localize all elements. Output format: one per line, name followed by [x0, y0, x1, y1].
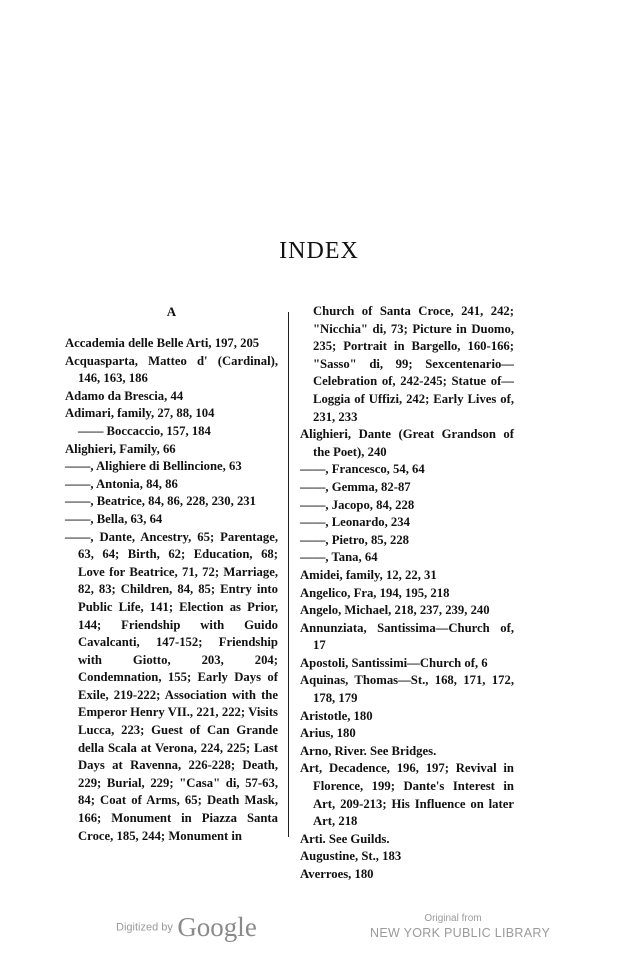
column-divider	[288, 312, 289, 837]
index-entry: Accademia delle Belle Arti, 197, 205	[65, 336, 260, 350]
index-entry: Angelo, Michael, 218, 237, 239, 240	[300, 603, 490, 618]
index-entry: ——, Francesco, 54, 64	[300, 462, 425, 477]
index-entry: Amidei, family, 12, 22, 31	[300, 567, 437, 582]
index-entry: ——, Bella, 63, 64	[65, 511, 163, 526]
index-entry: ——, Leonardo, 234	[300, 515, 410, 530]
index-entry: Adamo da Brescia, 44	[65, 388, 184, 403]
index-entry: Arius, 180	[300, 726, 356, 741]
index-entry: Church of Santa Croce, 241, 242; "Nicchia" di, 73; Picture in Duomo, 235; Portrait in Bargello, 160-166; "Sasso" di, 99; Sexcentenario—Celebration of, 242-245; Statue of—Loggia of Uffizi, 242; Early Lives of, 231, 233	[313, 304, 514, 424]
index-entry: ——, Dante, Ancestry, 65; Parentage, 63, 64; Birth, 62; Education, 68; Love for Beatrice, 71, 72; Marriage, 82, 83; Children, 84, 85; Entry into Public Life, 141; Election as Prior, 144; Friendship with Guido Cavalcanti, 147-152; Friendship with Giotto, 203, 204; Condemnation, 155; Early Days of Exile, 219-222; Association with the Emperor Henry VII., 221, 222; Visits Lucca, 223; Guest of Can Grande della Scala at Verona, 224, 225; Last Days at Ravenna, 226-228; Death, 229; Burial, 229; "Casa" di, 57-63, 84; Coat of Arms, 65; Death Mask, 166; Monument in Piazza Santa Croce, 185, 244; Monument in	[65, 529, 278, 843]
digitized-by-google-watermark	[116, 912, 257, 943]
index-entry: Annunziata, Santissima—Church of, 17	[300, 620, 514, 653]
index-entry: Alighieri, Family, 66	[65, 441, 176, 456]
library-name: NEW YORK PUBLIC LIBRARY	[370, 926, 551, 940]
index-entry: Alighieri, Dante (Great Grandson of the Poet), 240	[300, 427, 514, 459]
index-entry: Aristotle, 180	[300, 708, 373, 723]
index-entry: Aquinas, Thomas—St., 168, 171, 172, 178, 179	[300, 673, 514, 706]
index-entry: Acquasparta, Matteo d' (Cardinal), 146, 163, 186	[65, 353, 278, 386]
index-entry: Angelico, Fra, 194, 195, 218	[300, 585, 450, 600]
index-entry: Art, Decadence, 196, 197; Revival in Florence, 199; Dante's Interest in Art, 209-213; His Influence on later Art, 218	[300, 761, 514, 829]
index-entry: ——, Gemma, 82-87	[300, 479, 411, 494]
index-entry: Arno, River. See Bridges.	[300, 743, 437, 758]
index-entry: Apostoli, Santissimi—Church of, 6	[300, 655, 488, 670]
index-entry: Averroes, 180	[300, 867, 374, 881]
index-entry: ——, Alighiere di Bellincione, 63	[65, 459, 242, 474]
index-entry: ——, Jacopo, 84, 228	[300, 497, 415, 512]
index-entry: ——, Beatrice, 84, 86, 228, 230, 231	[65, 494, 256, 509]
index-entry: ——, Antonia, 84, 86	[65, 476, 178, 491]
index-entry: Adimari, family, 27, 88, 104	[65, 406, 215, 421]
index-column-left	[65, 303, 278, 845]
index-entry: —— Boccaccio, 157, 184	[78, 423, 211, 438]
google-logo: Google	[177, 912, 257, 942]
index-entry: ——, Tana, 64	[300, 550, 378, 565]
section-letter: A	[166, 304, 177, 319]
index-entry: Augustine, St., 183	[300, 849, 402, 864]
digitized-by-label: Digitized by	[116, 921, 173, 934]
index-entry: ——, Pietro, 85, 228	[300, 532, 410, 547]
page-title: INDEX	[279, 238, 359, 264]
index-column-right	[300, 303, 514, 884]
index-entry: Arti. See Guilds.	[300, 831, 390, 846]
library-attribution	[370, 913, 551, 940]
original-from-label: Original from	[424, 913, 482, 924]
